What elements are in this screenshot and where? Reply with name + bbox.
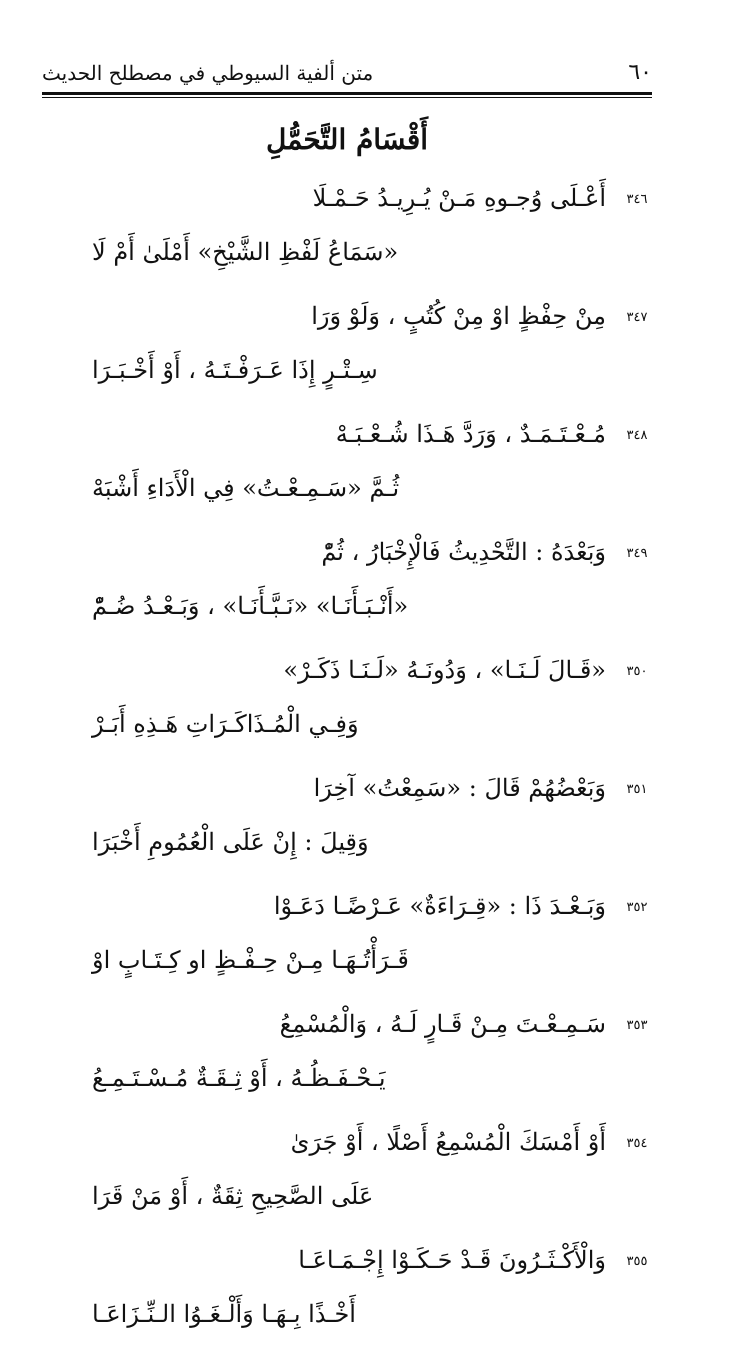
header-rule-thin [42,97,652,98]
verse-second-hemistich: وَفِـي الْمُـذَاكَـرَاتِ هَـذِهِ أَبَـرْ [92,710,359,738]
verse-number: ٣٥٢ [626,900,648,915]
verse-first-hemistich: أَوْ أَمْسَكَ الْمُسْمِعُ أَصْلًا ، أَوْ جَرَىٰ [290,1128,606,1156]
verse-first-hemistich: وَبَـعْـدَ ذَا : «قِـرَاءَةٌ» عَـرْضًـا دَعَـوْا [273,892,606,920]
verse-second-hemistich: قَـرَأْتُـهَـا مِـنْ حِـفْـظٍ او كِـتَـابٍ اوْ [92,946,409,974]
verse-number: ٣٥٤ [626,1136,648,1151]
section-title: أَقْسَامُ التَّحَمُّلِ [266,123,428,156]
verse [42,998,652,1116]
verse-second-hemistich: «سَمَاعُ لَفْظِ الشَّيْخِ» أَمْلَىٰ أَمْ لَا [92,238,399,266]
verse [42,290,652,408]
page-number: ٦٠ [628,60,652,85]
verse [42,526,652,644]
verse [42,408,652,526]
verse [42,762,652,880]
verse-number: ٣٤٧ [626,310,648,325]
verse-first-hemistich: سَـمِـعْـتَ مِـنْ قَـارٍ لَـهُ ، وَالْمُسْمِعُ [279,1010,606,1038]
verse [42,644,652,762]
verse-second-hemistich: أَخْـذًا بِـهَـا وَأَلْـغَـوُا الـنِّـزَاعَـا [92,1300,356,1328]
verse-number: ٣٥٣ [626,1018,648,1033]
verse-list [42,172,652,1352]
verse-number: ٣٤٦ [626,192,648,207]
verse-second-hemistich: وَقِيلَ : إِنْ عَلَى الْعُمُومِ أَخْبَرَا [92,828,369,856]
verse-second-hemistich: «أَنْـبَـأَنَـا» «نَـبَّـأَنَـا» ، وَبَـعْـدُ ضُـمّْ [92,592,409,620]
verse-first-hemistich: «قَـالَ لَـنَـا» ، وَدُونَـهُ «لَـنَـا ذَكَـرْ» [283,656,606,684]
header-rule-thick [42,92,652,95]
verse [42,1234,652,1352]
verse-number: ٣٤٨ [626,428,648,443]
verse [42,880,652,998]
verse-number: ٣٤٩ [626,546,648,561]
verse [42,172,652,290]
verse-second-hemistich: يَـحْـفَـظُـهُ ، أَوْ ثِـقَـةٌ مُـسْـتَـمِـعُ [92,1064,386,1092]
page-header [42,56,652,96]
verse-number: ٣٥١ [626,782,648,797]
verse-second-hemistich: سِـتْـرٍ إِذَا عَـرَفْـتَـهُ ، أَوْ أَخْـبَـرَا [92,356,378,384]
verse-second-hemistich: ثُـمَّ «سَـمِـعْـتُ» فِي الْأَدَاءِ أَشْبَهْ [92,474,400,502]
verse-first-hemistich: وَبَعْضُهُمْ قَالَ : «سَمِعْتُ» آخِرَا [313,774,606,802]
running-title: متن ألفية السيوطي في مصطلح الحديث [42,61,374,85]
verse-first-hemistich: أَعْـلَى وُجـوهِ مَـنْ يُـرِيـدُ حَـمْـلَا [312,184,606,212]
verse [42,1116,652,1234]
verse-number: ٣٥٥ [626,1254,648,1269]
verse-first-hemistich: وَبَعْدَهُ : التَّحْدِيثُ فَالْإِخْبَارُ ، ثُمّْ [321,538,606,566]
verse-number: ٣٥٠ [626,664,648,679]
verse-second-hemistich: عَلَى الصَّحِيحِ ثِقَةٌ ، أَوْ مَنْ قَرَا [92,1182,374,1210]
verse-first-hemistich: مُـعْـتَـمَـدٌ ، وَرَدَّ هَـذَا شُـعْـبَـهْ [335,420,606,448]
verse-first-hemistich: مِنْ حِفْظٍ اوْ مِنْ كُتُبٍ ، وَلَوْ وَرَا [311,302,606,330]
verse-first-hemistich: وَالْأَكْـثَـرُونَ قَـدْ حَـكَـوْا إِجْـمَـاعَـا [298,1246,606,1274]
